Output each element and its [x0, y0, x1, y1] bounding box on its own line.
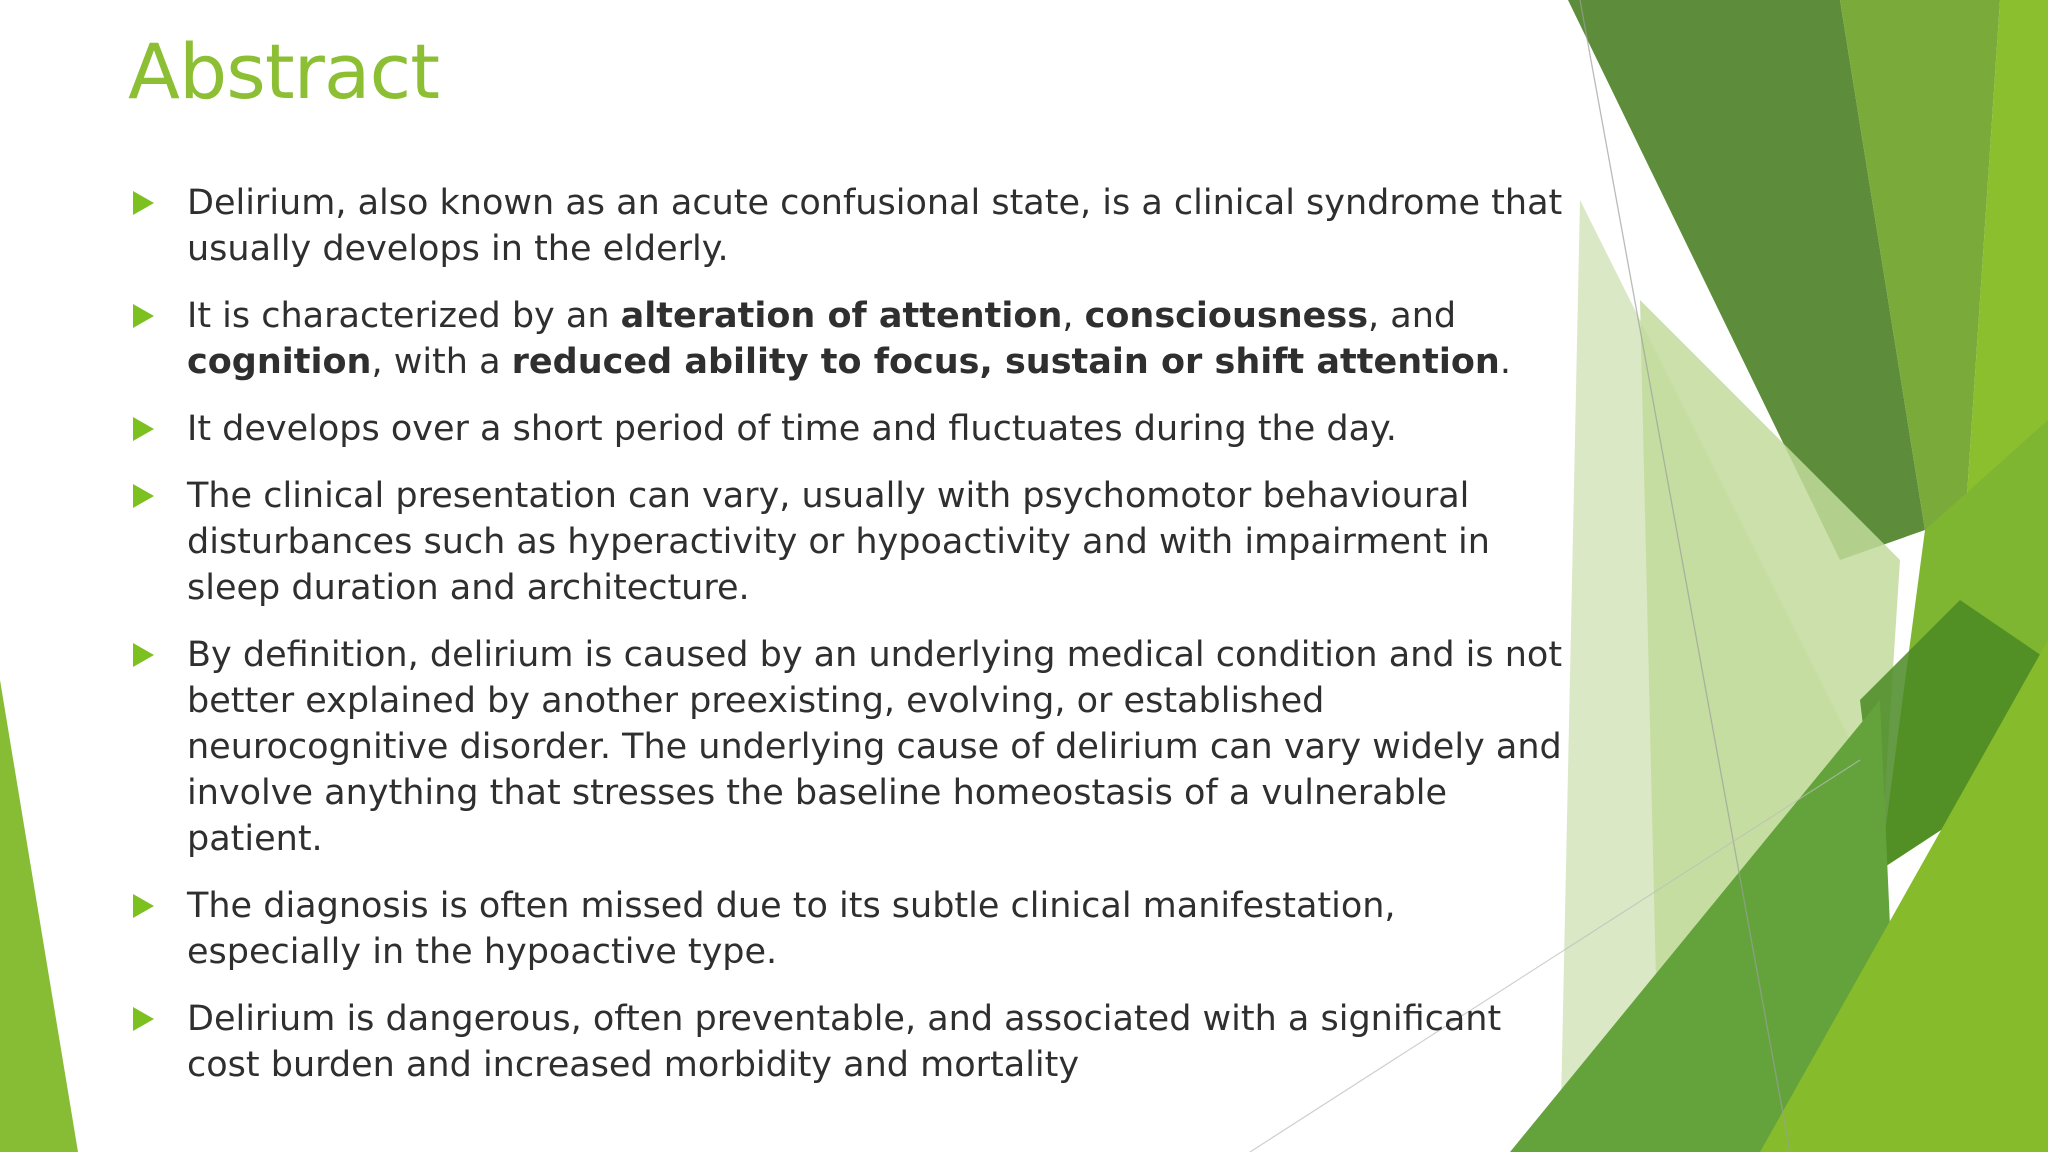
triangle-right-icon — [133, 1007, 154, 1031]
bullet-item — [128, 883, 1568, 975]
bullet-text: The diagnosis is often missed due to its subtle clinical manifestation, especially in the hypoactive type. — [187, 886, 1396, 972]
bullet-bold-text: cognition — [187, 342, 372, 382]
bullet-item — [128, 293, 1568, 385]
left-edge-facet — [0, 680, 78, 1152]
bullet-text: . — [1499, 342, 1511, 382]
bullet-item — [128, 406, 1568, 452]
bullet-item — [128, 473, 1568, 611]
bullet-bold-text: alteration of attention — [620, 296, 1063, 336]
bullet-bold-text: consciousness — [1084, 296, 1369, 336]
bullet-text: It is characterized by an — [187, 296, 621, 336]
bullet-bold-text: reduced ability to focus, sustain or shift attention — [511, 342, 1500, 382]
bullet-text: Delirium is dangerous, often preventable, and associated with a significant cost burden and increased morbidity and mortality — [187, 999, 1502, 1085]
bullet-item — [128, 632, 1568, 862]
triangle-right-icon — [133, 894, 154, 918]
bullet-text: , with a — [371, 342, 512, 382]
bullet-text: It develops over a short period of time and fluctuates during the day. — [187, 409, 1397, 449]
bullet-list — [128, 180, 1568, 1109]
triangle-right-icon — [133, 417, 154, 441]
bullet-item — [128, 180, 1568, 272]
triangle-right-icon — [133, 191, 154, 215]
triangle-right-icon — [133, 643, 154, 667]
triangle-right-icon — [133, 484, 154, 508]
bullet-text: The clinical presentation can vary, usually with psychomotor behavioural disturbances such as hyperactivity or hypoactivity and with impairment in sleep duration and architecture. — [187, 476, 1490, 608]
slide-title: Abstract — [128, 27, 440, 116]
bullet-item — [128, 996, 1568, 1088]
bullet-text: , and — [1368, 296, 1457, 336]
bullet-text: By definition, delirium is caused by an underlying medical condition and is not better explained by another preexisting, evolving, or established neurocognitive disorder. The underlying cause of delirium can vary widely and involve anything that stresses the baseline homeostasis of a vulnerable patient. — [187, 635, 1563, 859]
triangle-right-icon — [133, 304, 154, 328]
bullet-text: Delirium, also known as an acute confusional state, is a clinical syndrome that usually develops in the elderly. — [187, 183, 1563, 269]
bullet-text: , — [1062, 296, 1085, 336]
